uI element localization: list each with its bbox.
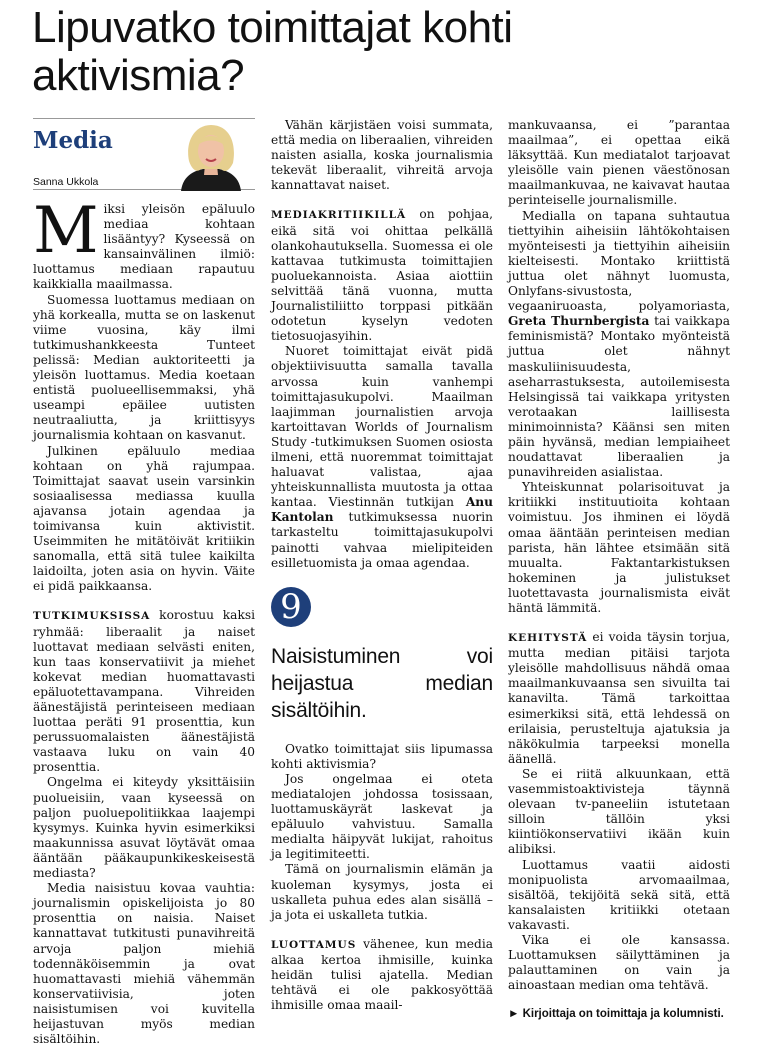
quote-mark-icon: 9 [271,587,311,627]
paragraph: Jos ongelmaa ei oteta mediatalojen johdossa tosissaan, luottamuskäyrät laskevat ja epäluulo vahvistuu. Samalla medialta häipyvät lukijat, rahoitus ja legitimiteetti. [271,771,493,862]
paragraph: MEDIAKRITIIKILLÄ on pohjaa, eikä sitä voi ohittaa pelkällä olankohautuksella. Suomessa ei ole kattavaa tutkimusta toimittajien puoluekannoista. Asiaa aiottiin selvittää tänä vuonna, mutta Journalistiliitto torppasi pitkään odotetun kyselyn vedoten tietosuojasyihin. [271,207,493,344]
person-name: Greta Thurnbergista [508,314,650,329]
pull-quote-text: Naisistuminen voi heijastua median sisältöihin. [271,644,493,722]
lead-word: TUTKIMUKSISSA [33,610,151,623]
paragraph: Se ei riitä alkuunkaan, että vasemmistoaktivisteja täynnä olevaan tv-paneeliin istutetaan silloin tällöin yksi kiintiökonservatiivi ikään kuin alibiksi. [508,766,730,857]
paragraph: mankuvaansa, ei ”parantaa maailmaa”, ei opettaa eikä läksyttää. Kun mediatalot tarjoavat yleisölle vain pienen väestönosan maailmankuvaa, ne kaivavat hautaa perinteiselle journalismille. [508,118,730,208]
paragraph: Ongelma ei kiteydy yksittäisiin puolueisiin, vaan kyseessä on paljon puoluepolitiikkaa laajempi kysymys. Kuinka hyvin esimerkiksi maakunnissa asuvat löytävät omaa ääntään pääkaupunkikeskeisestä mediasta? [33,775,255,881]
section-label: Media [33,127,113,154]
lead-word: KEHITYSTÄ [508,632,588,645]
paragraph: Nuoret toimittajat eivät pidä objektiivisuutta samalla tavalla arvossa kuin vanhempi toimittajasukupolvi. Maailman laajimman journalistien arvoja kartoittavan Worlds of Journalism Study -tutkimuksen Suomen osiosta ilmeni, että nuoremmat toimittajat haluavat valistaa, ajaa yhteiskunnallista muutosta ja ottaa kantaa. Viestinnän tutkijan Anu Kantolan tutkimuksessa nuorin tarkasteltu toimittajasukupolvi painotti vahvaa mielipiteiden esilletuomista ja omaa agendaa. [271,344,493,570]
author-bio: ► Kirjoittaja on toimittaja ja kolumnisti. [508,1008,724,1021]
paragraph: Tämä on journalismin elämän ja kuoleman kysymys, josta ei uskalleta puhua edes alan sisällä – ja jota ei uskalleta tutkia. [271,862,493,922]
paragraph: Media naisistuu kovaa vauhtia: journalismin opiskelijoista jo 80 prosenttia on naisia. Naiset kannattavat tutkitusti punavihreitä arvoja paljon miehiä todennäköisemmin ja ovat huomattavasti miehiä vähemmän konservatiivisia, joten naisistumisen voi kuvitella heijastuvan myös median sisältöihin. [33,881,255,1047]
column-1 [33,118,255,1047]
paragraph: LUOTTAMUS vähenee, kun media alkaa kertoa ihmisille, kuinka heidän tulisi ajatella. Median tehtävä ei ole pakkosyöttää ihmisille omaa maail- [271,936,493,1013]
column-2 [271,118,493,1013]
person-name: Anu Kantolan [271,495,493,525]
lead-word: MEDIAKRITIIKILLÄ [271,209,407,222]
drop-cap: M [33,194,99,268]
paragraph: KEHITYSTÄ ei voida täysin torjua, mutta median pitäisi tarjota yleisölle mahdollisuus nähdä omaa maailmankuvaansa sen sivuilta tai kanavilta. Tämä tarkoittaa esimerkiksi sitä, että lehdessä on erilaisia, perusteltuja ajatuksia ja näkökulmia tarpeeksi monella äänellä. [508,630,730,766]
paragraph: Julkinen epäluulo mediaa kohtaan on yhä rajumpaa. Toimittajat saavat usein varsinkin sosiaalisessa mediassa kuulla ajavansa jotain agendaa ja toimivansa kuin aktivistit. Useimmiten he mitätöivät kritiikin sanomalla, että sitä tulee kaikilta laidoilta, joten asia on hyvin. Väite ei pidä paikkaansa. [33,443,255,594]
author-name: Sanna Ukkola [33,176,99,188]
paragraph: TUTKIMUKSISSA korostuu kaksi ryhmää: liberaalit ja naiset luottavat mediaan selvästi eniten, kun taas konservatiivit ja miehet kokevat median huomattavasti epäluotettavampana. Vihreiden äänestäjistä perinteiseen mediaan luottaa peräti 91 prosenttia, kun perussuomalaisten äänestäjistä vastaava luku on vain 40 prosenttia. [33,608,255,775]
paragraph: Ovatko toimittajat siis lipumassa kohti aktivismia? [271,741,493,771]
headline: Lipuvatko toimittajat kohti aktivismia? [32,3,513,100]
lead-paragraph: Miksi yleisön epäluulo mediaa kohtaan lisääntyy? Kyseessä on kansainvälinen ilmiö: luottamus mediaan rapautuu kaikkialla maailmassa. [33,194,255,292]
paragraph: Yhteiskunnat polarisoituvat ja kritiikki instituutioita kohtaan voimistuu. Jos ihminen ei löydä omaa ääntään perinteisen median parista, hän lähtee etsimään sitä muualta. Faktantarkistuksen hokeminen ja julistukset luotettavasta journalismista eivät häntä lämmitä. [508,480,730,615]
author-portrait [171,123,251,191]
pull-quote [271,587,493,724]
paragraph: Vika ei ole kansassa. Luottamuksen säilyttäminen ja palauttaminen on vain ja ainoastaan median oma tehtävä. [508,932,730,993]
paragraph: Suomessa luottamus mediaan on yhä korkealla, mutta se on laskenut viime vuosina, käy ilmi tutkimushankkeesta Tunteet pelissä: Median auktoriteetti ja yleisön luottamus. Media koetaan entistä puolueellisemmaksi, yhä useampi epäilee uutisten neutraaliutta, ja kriittisyys journalismia kohtaan on kasvanut. [33,292,255,443]
paragraph: Luottamus vaatii aidosti monipuolista arvomaailmaa, sisältöä, tekijöitä sekä sitä, että kansalaisten kritiikki otetaan vakavasti. [508,857,730,932]
paragraph: Vähän kärjistäen voisi summata, että media on liberaalien, vihreiden naisten asialla, koska journalismia tekevät liberaalit, vihreitä arvoja kannattavat naiset. [271,118,493,193]
paragraph: Medialla on tapana suhtautua tiettyihin aiheisiin lähtökohtaisen myönteisesti ja tiettyihin aiheisiin kielteisesti. Montako kriittistä juttua olet nähnyt luomusta, Onlyfans-sivustosta, vegaaniruoasta, polyamoriasta, Greta Thurnbergista tai vaikkapa feminismistä? Montako myönteistä juttua olet nähnyt maskuliinisuudesta, aseharrastuksesta, autoilemisesta Helsingissä tai vaikkapa yritysten verotaakan laillisesta minimoinnista? Käänsi sen miten päin hyvänsä, median lempiaiheet noudattavat liberaalien ja punavihreiden asialistaa. [508,208,730,480]
section-header [33,118,255,188]
lead-word: LUOTTAMUS [271,938,357,951]
column-3 [508,118,730,1022]
